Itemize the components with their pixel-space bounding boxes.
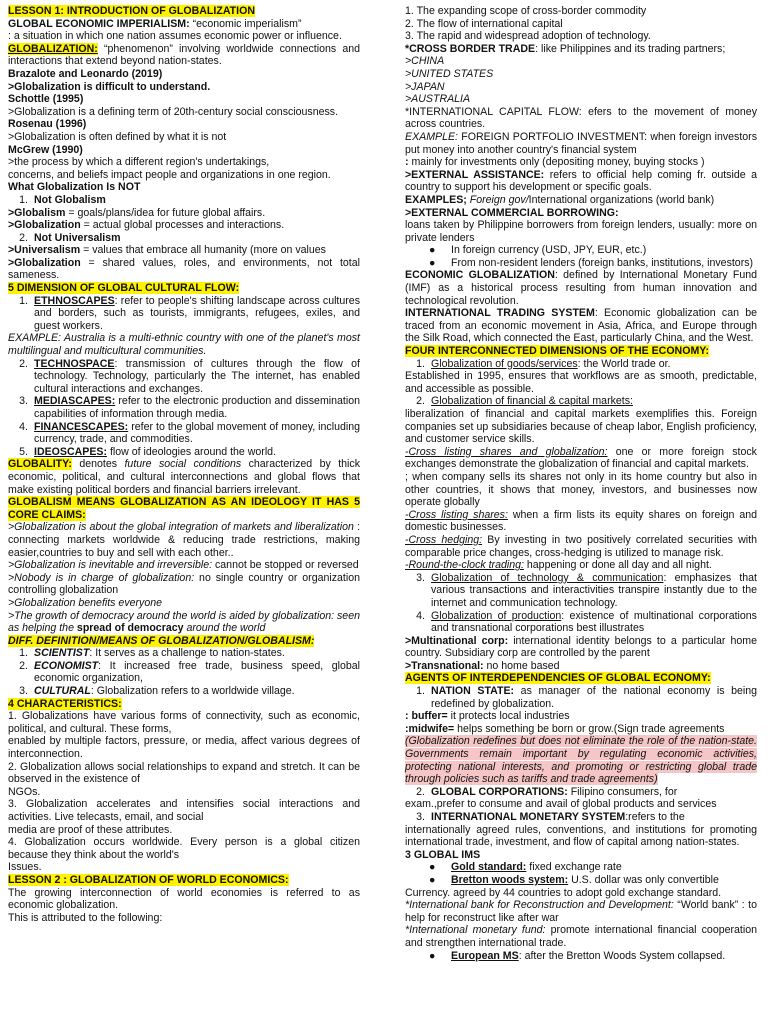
bullet-icon: ● — [429, 873, 436, 886]
text-run: loans taken by Philippine borrowers from foreign lenders, usually: more on private lenders — [405, 219, 757, 244]
paragraph — [405, 899, 757, 924]
numbered-item — [8, 395, 360, 420]
bold-line — [8, 93, 360, 106]
bold-line — [8, 118, 360, 131]
item-number: 2. — [416, 785, 425, 798]
text-run: refers to official help coming fr. outside a country to support his development or specific goals. — [405, 168, 757, 194]
numbered-item — [405, 358, 757, 371]
text-run: >Globalization is about the global integration of markets and liberalization — [8, 521, 354, 534]
paragraph — [405, 635, 757, 660]
text-run: ECONOMIC GLOBALIZATION — [405, 269, 555, 282]
text-run: : Economic globalization can be traced from an economic movement in Asia, Africa, and Europe through the Silk Road, which connected the East, particularly China, and the West. — [405, 307, 757, 345]
text-run: >EXTERNAL ASSISTANCE: — [405, 168, 545, 181]
text-run: The growing interconnection of world economies is referred to as economic globalization. — [8, 886, 360, 912]
paragraph — [405, 18, 757, 31]
text-run: : the World trade or. — [577, 357, 671, 370]
paragraph — [8, 106, 360, 119]
numbered-item — [8, 295, 360, 333]
text-run: Schottle (1995) — [8, 93, 84, 106]
text-run: IDEOSCAPES: — [34, 445, 107, 458]
text-run: GLOBAL ECONOMIC IMPERIALISM: — [8, 17, 193, 30]
text-run: TECHNOSPACE — [34, 357, 115, 370]
text-run: -Cross listing shares: — [405, 508, 508, 521]
paragraph — [405, 269, 757, 307]
text-run: 2. Globalization allows social relationships to expand and stretch. It can be observed in the existence of — [8, 760, 360, 786]
paragraph — [8, 43, 360, 68]
text-run: FINANCESCAPES: — [34, 420, 129, 433]
text-run: GLOBALIZATION: — [8, 42, 98, 55]
text-run: *International bank for Reconstruction and Development: — [405, 899, 674, 912]
text-run: : refer to people's shifting landscape across cultures and borders, such as tourists, immigrants, refugees, exiles, and guest workers. — [34, 294, 360, 332]
text-run: >Transnational: — [405, 659, 484, 672]
text-run: Bretton woods system: — [451, 873, 569, 886]
text-run: “economic imperialism” — [192, 17, 302, 30]
text-run: Globalization of technology & communication — [431, 571, 664, 584]
text-run: concerns, and beliefs impact people and organizations in one region. — [8, 168, 331, 181]
bullet-icon: ● — [429, 861, 436, 874]
italic-line — [8, 332, 360, 357]
text-run: : transmission of cultures through the flow of technology. Technology, particularly the The internet, has enabled cultural interactions and exchanges. — [34, 357, 360, 395]
italic-line — [8, 597, 360, 610]
paragraph — [405, 824, 757, 849]
text-run: it protects local industries — [447, 710, 570, 723]
paragraph — [405, 660, 757, 673]
numbered-item — [8, 647, 360, 660]
text-run: no single country or organization controlling globalization — [8, 571, 360, 597]
text-run: >the process by which a different region's undertakings, — [8, 156, 270, 169]
paragraph — [405, 370, 757, 395]
item-number: 1. — [416, 357, 425, 370]
item-number: 3. — [416, 571, 425, 584]
bold-line — [8, 81, 360, 94]
text-run: INTERNATIONAL TRADING SYSTEM — [405, 307, 595, 320]
country-row — [405, 55, 757, 80]
text-run: Globalization of goods/services — [431, 357, 578, 370]
paragraph — [405, 30, 757, 43]
section-heading — [405, 672, 757, 685]
text-run: From non-resident lenders (foreign banks, institutions, investors) — [451, 256, 754, 269]
text-run: GLOBALITY: — [8, 458, 72, 471]
text-run: promote international financial cooperation and strengthen international trade. — [405, 924, 757, 949]
bold-line — [405, 207, 757, 220]
text-run: enabled by multiple factors, pressure, or media, affect various degrees of interconnection. — [8, 735, 360, 761]
text-run: >Globalism — [8, 206, 66, 219]
paragraph — [8, 824, 360, 837]
highlighted-heading: LESSON 2 : GLOBALIZATION OF WORLD ECONOMICS: — [8, 873, 289, 886]
highlighted-note — [405, 735, 757, 785]
text-run: mainly for investments only (depositing money, buying stocks ) — [408, 156, 705, 169]
text-run: refer to the global movement of money, including currency, trade, and commodities. — [34, 420, 360, 446]
country-name: >JAPAN — [405, 80, 445, 93]
item-number: 2. — [416, 395, 425, 408]
country-row — [405, 81, 757, 106]
text-run: one or more foreign stock exchanges demonstrate the globalization of financial and capital markets. — [405, 445, 757, 471]
highlighted-heading: FOUR INTERCONNECTED DIMENSIONS OF THE ECONOMY: — [405, 345, 710, 358]
paragraph — [8, 887, 360, 912]
text-run: refer to the electronic production and dissemination capabilities of information through media. — [34, 395, 360, 420]
paragraph — [405, 723, 757, 736]
paragraph — [405, 887, 757, 900]
country-name: >CHINA — [405, 55, 445, 68]
text-run: GLOBAL CORPORATIONS: — [431, 785, 568, 798]
paragraph — [8, 798, 360, 823]
text-run: -Cross listing shares and globalization: — [405, 445, 608, 458]
text-run: Currency. agreed by 44 countries to adopt gold exchange standard. — [405, 886, 722, 899]
paragraph — [405, 710, 757, 723]
paragraph — [405, 924, 757, 949]
text-run: Foreign gov/ — [466, 193, 529, 206]
numbered-item — [8, 685, 360, 698]
text-run: European MS — [451, 949, 519, 962]
pink-highlight-text: (Globalization redefines but does not eliminate the role of the nation-state. Governments remain important by regulating economic activities, protecting national interests, and promoting or restricting global trade through policies such as tariffs and trade agreements) — [405, 735, 757, 786]
item-number: 2. — [19, 231, 28, 244]
text-run: >Globalization — [8, 219, 81, 232]
paragraph — [405, 106, 757, 131]
paragraph — [405, 408, 757, 446]
paragraph — [8, 521, 360, 559]
highlighted-heading: 4 CHARACTERISTICS: — [8, 697, 122, 710]
section-heading — [8, 282, 360, 295]
section-heading — [8, 5, 360, 18]
numbered-item — [8, 446, 360, 459]
paragraph — [405, 559, 757, 572]
paragraph — [405, 5, 757, 18]
numbered-item — [405, 572, 757, 610]
text-run: 1. Globalizations have various forms of connectivity, such as economic, political, and cultural. These forms, — [8, 710, 360, 735]
text-run: Brazalote and Leonardo (2019) — [8, 67, 163, 80]
paragraph — [405, 156, 757, 169]
text-run: when a firm lists its equity shares on foreign and domestic businesses. — [405, 508, 758, 534]
paragraph — [8, 207, 360, 220]
right-column — [405, 5, 757, 962]
left-column — [8, 5, 360, 924]
text-run: This is attributed to the following: — [8, 911, 163, 924]
text-run: FOREIGN PORTFOLIO INVESTMENT: when foreign investors put money into another country's financial system — [405, 130, 757, 156]
text-run: What Globalization Is NOT — [8, 181, 141, 194]
text-run: = goals/plans/idea for future global affairs. — [65, 206, 266, 219]
text-run: spread of democracy — [76, 622, 184, 635]
numbered-item — [8, 660, 360, 685]
paragraph — [405, 798, 757, 811]
paragraph — [405, 446, 757, 471]
country-name: >UNITED STATES — [405, 67, 494, 80]
text-run: *International monetary fund: — [405, 924, 546, 937]
text-run: “World bank” : to help for reconstruct like after war — [405, 899, 757, 924]
text-run: ETHNOSCAPES — [34, 294, 115, 307]
section-heading — [8, 635, 360, 648]
text-run: 3. The rapid and widespread adoption of technology. — [405, 30, 651, 43]
bold-line — [8, 181, 360, 194]
paragraph — [8, 18, 360, 31]
text-run: “phenomenon” involving worldwide connections and interactions that extend beyond nation-states. — [8, 42, 360, 68]
text-run: ; when company sells its shares not only in its home country but also in other countries, it shows that money, investors, and businesses now operate globally — [405, 470, 757, 509]
paragraph — [8, 169, 360, 182]
text-run: International organizations (world bank) — [528, 193, 715, 206]
text-run: Not Universalism — [34, 231, 121, 244]
highlighted-heading: LESSON 1: INTRODUCTION OF GLOBALIZATION — [8, 5, 255, 17]
text-run: :midwife= — [405, 722, 455, 735]
text-run: U.S. dollar was only convertible — [568, 873, 719, 886]
text-run: Established in 1995, ensures that workflows are as smooth, predictable, and accessible as possible. — [405, 370, 757, 395]
item-number: 4. — [19, 420, 28, 433]
text-run: : existence of multinational corporations and transnational corporations best illustrates — [431, 609, 757, 635]
numbered-item — [405, 395, 757, 408]
text-run: By investing in two positively correlated securities with comparable price changes, cross-hedging is utilized to manage risk. — [405, 533, 757, 559]
text-run: >Globalization is difficult to understand. — [8, 80, 211, 93]
text-run: cannot be stopped or reversed — [212, 559, 359, 572]
paragraph — [405, 307, 757, 345]
text-run: media are proof of these attributes. — [8, 823, 173, 836]
paragraph — [8, 572, 360, 597]
text-run: Globalization of production — [431, 609, 562, 622]
highlighted-heading: AGENTS OF INTERDEPENDENCIES OF GLOBAL ECONOMY: — [405, 672, 711, 685]
numbered-item — [8, 232, 360, 245]
text-run: fixed exchange rate — [526, 861, 622, 874]
text-run: no home based — [483, 659, 560, 672]
bold-line — [8, 68, 360, 81]
text-run: >EXTERNAL COMMERCIAL BORROWING: — [405, 206, 619, 219]
bullet-item — [405, 874, 757, 887]
paragraph — [8, 786, 360, 799]
paragraph — [8, 610, 360, 635]
bold-line — [405, 849, 757, 862]
text-run: >Universalism — [8, 244, 81, 257]
text-run: characterized by thick economic, political, and cultural interconnections and global flows that make existing political borders and financial barriers irrelevant. — [8, 458, 360, 496]
item-number: 3. — [19, 395, 28, 408]
section-heading — [405, 345, 757, 358]
text-run: Gold standard: — [451, 861, 527, 874]
bullet-icon: ● — [429, 244, 436, 257]
item-number: 4. — [416, 609, 425, 622]
text-run: = actual global processes and interactions. — [80, 219, 285, 232]
paragraph — [8, 257, 360, 282]
paragraph — [8, 836, 360, 861]
text-run: Not Globalism — [34, 193, 106, 206]
paragraph — [405, 509, 757, 534]
text-run: helps something be born or grow.(Sign trade agreements — [454, 722, 725, 735]
text-run: >Globalization is often defined by what it is not — [8, 130, 227, 143]
text-run: denotes — [71, 458, 125, 471]
paragraph — [8, 761, 360, 786]
numbered-item — [405, 786, 757, 799]
text-run: exam.,prefer to consume and avail of global products and services — [405, 798, 717, 811]
text-run: >Globalization is inevitable and irreversible: — [8, 559, 213, 572]
text-run: >Nobody is in charge of globalization: — [8, 571, 195, 584]
text-run: : connecting markets worldwide & reducing trade restrictions, making easier,countries to buy and sell with each other.. — [8, 521, 361, 559]
item-number: 1. — [19, 193, 28, 206]
text-run: NATION STATE: — [431, 685, 515, 698]
text-run: ECONOMIST — [34, 659, 99, 672]
text-run: : Globalization refers to a worldwide village. — [90, 685, 295, 698]
text-run: international identity belongs to a particular home country. Subsidiary corp are controlled by the parent — [405, 634, 757, 660]
paragraph — [8, 131, 360, 144]
text-run: SCIENTIST — [34, 647, 90, 660]
text-run: In foreign currency (USD, JPY, EUR, etc.) — [451, 244, 647, 257]
bullet-item — [405, 950, 757, 963]
section-heading — [8, 698, 360, 711]
text-run: 2. The flow of international capital — [405, 17, 563, 30]
item-number: 2. — [19, 357, 28, 370]
item-number: 3. — [19, 685, 28, 698]
text-run: Filipino consumers, for — [567, 785, 678, 798]
numbered-item — [405, 811, 757, 824]
paragraph — [405, 43, 757, 56]
text-run: >Globalization — [8, 256, 81, 269]
paragraph — [405, 194, 757, 207]
highlighted-heading: DIFF. DEFINITION/MEANS OF GLOBALIZATION/GLOBALISM: — [8, 634, 315, 647]
numbered-item — [405, 610, 757, 635]
text-run: >The growth of democracy around the world is aided by globalization: seen as helping the — [8, 609, 360, 635]
paragraph — [405, 169, 757, 194]
text-run: Rosenau (1996) — [8, 118, 87, 131]
text-run: INTERNATIONAL MONETARY SYSTEM — [431, 811, 626, 823]
text-run: >Globalization is a defining term of 20th-century social consciousness. — [8, 105, 339, 118]
item-number: 2. — [19, 659, 28, 672]
text-run: as manager of the national economy is being redefined by globalization. — [431, 685, 757, 710]
text-run: flow of ideologies around the world. — [107, 445, 277, 458]
text-run: EXAMPLES; — [405, 193, 467, 206]
bullet-icon: ● — [429, 256, 436, 269]
text-run: : like Philippines and its trading partners; — [535, 42, 726, 55]
section-heading — [8, 496, 360, 521]
numbered-item — [8, 358, 360, 396]
paragraph — [405, 219, 757, 244]
paragraph — [8, 559, 360, 572]
paragraph — [8, 156, 360, 169]
highlighted-heading: 5 DIMENSION OF GLOBAL CULTURAL FLOW: — [8, 282, 240, 295]
paragraph — [8, 219, 360, 232]
paragraph — [8, 710, 360, 735]
highlighted-heading: GLOBALISM MEANS GLOBALIZATION AS AN IDEOLOGY IT HAS 5 CORE CLAIMS: — [8, 496, 360, 521]
text-run: 3 GLOBAL IMS — [405, 848, 481, 861]
paragraph — [8, 861, 360, 874]
paragraph — [405, 471, 757, 509]
bold-line — [8, 144, 360, 157]
text-run: = shared values, roles, and environments, not total sameness. — [8, 256, 360, 282]
text-run: -Round-the-clock trading: — [405, 559, 524, 572]
item-number: 1. — [19, 647, 28, 660]
item-number: 1. — [416, 685, 425, 698]
bullet-item — [405, 861, 757, 874]
paragraph — [405, 534, 757, 559]
text-run: : — [405, 156, 409, 169]
text-run: : emphasizes that various transactions and interactivities transpire instantly due to the internet and communication technology. — [431, 571, 758, 609]
text-run: 1. The expanding scope of cross-border commodity — [405, 5, 647, 17]
text-run: McGrew (1990) — [8, 143, 83, 156]
item-number: 5. — [19, 445, 28, 458]
text-run: around the world — [183, 622, 266, 635]
text-run: : It serves as a challenge to nation-states. — [89, 647, 285, 660]
text-run: -Cross hedging: — [405, 533, 483, 546]
text-run: : after the Bretton Woods System collapsed. — [518, 949, 726, 962]
text-run: : buffer= — [405, 710, 448, 723]
text-run: CULTURAL — [34, 685, 91, 698]
paragraph — [405, 131, 757, 156]
text-run: MEDIASCAPES: — [34, 395, 116, 408]
bullet-item — [405, 257, 757, 270]
item-number: 1. — [19, 294, 28, 307]
text-run: : defined by International Monetary Fund (IMF) as a historical process resulting from human innovation and technological revolution. — [405, 269, 758, 307]
text-run: 3. Globalization accelerates and intensifies social interactions and activities. Live telecasts, email, and social — [8, 798, 360, 823]
paragraph — [8, 244, 360, 257]
text-run: *INTERNATIONAL CAPITAL FLOW: efers to the movement of money across countries. — [405, 105, 757, 131]
text-run: : a situation in which one nation assumes economic power or influence. — [8, 30, 342, 43]
text-run: >Globalization benefits everyone — [8, 596, 163, 609]
text-run: 4. Globalization occurs worldwide. Every person is a global citizen because they think about the world's — [8, 836, 360, 861]
text-run: :refers to the — [625, 811, 685, 823]
country-name: >AUSTRALIA — [405, 93, 471, 106]
text-run: happening or done all day and all night. — [523, 559, 712, 572]
numbered-item — [8, 421, 360, 446]
text-run: liberalization of financial and capital markets exemplifies this. Foreign companies set up subsidiaries because of cheap labor, English proficiency, and customer service skills. — [405, 408, 757, 446]
item-number: 3. — [416, 811, 425, 823]
section-heading — [8, 874, 360, 887]
text-run: *CROSS BORDER TRADE — [405, 42, 536, 55]
text-run: internationally agreed rules, conventions, and institutions for promoting international trade, investment, and flow of capital among nation-states. — [405, 823, 757, 849]
bullet-icon: ● — [429, 949, 436, 962]
numbered-item — [405, 685, 757, 710]
text-run: = values that embrace all humanity (more on values — [80, 244, 326, 257]
text-run: Issues. — [8, 861, 42, 874]
text-run: : It increased free trade, business speed, global economic organization, — [34, 659, 360, 685]
text-run: Globalization of financial & capital markets: — [431, 395, 633, 408]
paragraph — [8, 458, 360, 496]
text-run: EXAMPLE: — [405, 130, 458, 143]
paragraph — [8, 735, 360, 760]
text-run: EXAMPLE: Australia is a multi-ethnic country with one of the planet's most multilingual and multicultural communities. — [8, 332, 360, 358]
text-run: NGOs. — [8, 785, 41, 798]
numbered-item — [8, 194, 360, 207]
text-run: future social conditions — [124, 458, 242, 471]
text-run: >Multinational corp: — [405, 634, 509, 647]
paragraph — [8, 30, 360, 43]
paragraph — [8, 912, 360, 925]
bullet-item — [405, 244, 757, 257]
